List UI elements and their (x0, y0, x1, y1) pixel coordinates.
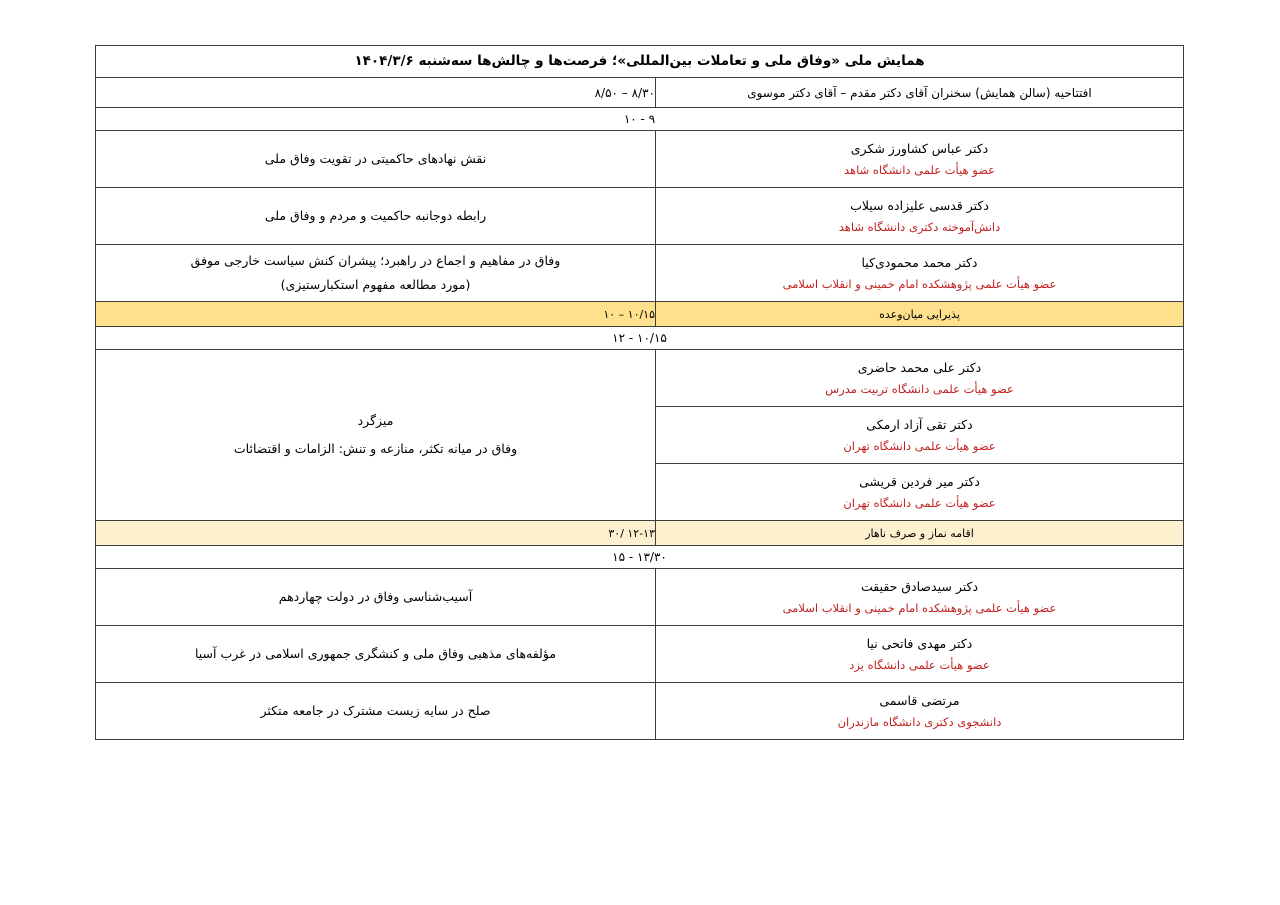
topic-title: رابطه دوجانبه حاکمیت و مردم و وفاق ملی (264, 208, 487, 224)
speaker-cell (656, 407, 1184, 464)
topic-title: آسیب‌شناسی وفاق در دولت چهاردهم (278, 589, 473, 605)
speaker-affiliation: عضو هیأت علمی پژوهشکده امام خمینی و انقلاب اسلامی (782, 600, 1057, 615)
topic-title: وفاق در مفاهیم و اجماع در راهبرد؛ پیشران کنش سیاست خارجی موفق (190, 253, 561, 269)
speaker-cell (656, 131, 1184, 188)
opening-time: ۸/۳۰ – ۸/۵۰ (96, 78, 656, 108)
speaker-name: دکتر قدسی علیزاده سیلاب (850, 197, 989, 213)
table-row (96, 626, 1184, 683)
topic-cell (96, 131, 656, 188)
speaker-cell (656, 626, 1184, 683)
speaker-affiliation: دانشجوی دکتری دانشگاه مازندران (837, 714, 1002, 729)
table-row (96, 188, 1184, 245)
speaker-cell (656, 464, 1184, 521)
schedule-title-row (96, 46, 1184, 78)
roundtable-topic-cell (96, 350, 656, 521)
speaker-cell (656, 569, 1184, 626)
speaker-name: دکتر سیدصادق حقیقت (860, 578, 979, 594)
opening-row (96, 78, 1184, 108)
speaker-affiliation: عضو هیأت علمی دانشگاه تهران (843, 495, 996, 510)
topic-cell (96, 188, 656, 245)
speaker-cell (656, 245, 1184, 302)
table-row (96, 350, 1184, 407)
topic-cell (96, 683, 656, 740)
speaker-name: دکتر تقی آزاد ارمکی (866, 416, 973, 432)
table-row (96, 245, 1184, 302)
topic-cell (96, 245, 656, 302)
break-row-morning (96, 302, 1184, 327)
break-time: ۱۰/۱۵ – ۱۰ (96, 302, 656, 327)
conference-schedule-table (95, 45, 1184, 740)
speaker-affiliation: دانش‌آموخته دکتری دانشگاه شاهد (838, 219, 1001, 234)
schedule-container (96, 45, 1184, 740)
speaker-name: دکتر علی محمد حاضری (857, 359, 982, 375)
roundtable-subtitle: وفاق در میانه تکثر، منازعه و تنش: الزامات و اقتضائات (233, 441, 518, 456)
topic-title: صلح در سایه زیست مشترک در جامعه متکثر (260, 703, 491, 719)
speaker-cell (656, 188, 1184, 245)
speaker-affiliation: عضو هیأت علمی دانشگاه شاهد (843, 162, 996, 177)
speaker-affiliation: عضو هیأت علمی پژوهشکده امام خمینی و انقلاب اسلامی (782, 276, 1057, 291)
session-time-label-3: ۱۳/۳۰ - ۱۵ (96, 546, 1184, 569)
topic-cell (96, 626, 656, 683)
session-time-label-1: ۹ - ۱۰ (96, 108, 1184, 131)
roundtable-title: میزگرد (357, 413, 394, 429)
topic-title: نقش نهادهای حاکمیتی در تقویت وفاق ملی (264, 151, 487, 167)
speaker-affiliation: عضو هیأت علمی دانشگاه تهران (843, 438, 996, 453)
speaker-name: دکتر محمد محمودی‌کیا (861, 254, 978, 270)
table-row (96, 569, 1184, 626)
speaker-cell (656, 350, 1184, 407)
speaker-name: دکتر مهدی فاتحی نیا (866, 635, 973, 651)
break-row-lunch (96, 521, 1184, 546)
speaker-cell (656, 683, 1184, 740)
table-row (96, 683, 1184, 740)
session-header-2 (96, 327, 1184, 350)
speaker-affiliation: عضو هیأت علمی دانشگاه تربیت مدرس (825, 381, 1014, 396)
speaker-name: دکتر عباس کشاورز شکری (850, 140, 989, 156)
page-title: همایش ملی «وفاق ملی و تعاملات بین‌المللی»؛ فرصت‌ها و چالش‌ها سه‌شنبه ۱۴۰۴/۳/۶ (96, 46, 1184, 78)
topic-title: مؤلفه‌های مذهبی وفاق ملی و کنشگری جمهوری اسلامی در غرب آسیا (194, 646, 557, 662)
session-header-3 (96, 546, 1184, 569)
break-time: ۱۲-۱۳ /۳۰ (96, 521, 656, 546)
topic-cell (96, 569, 656, 626)
session-header-1 (96, 108, 1184, 131)
break-description: پذیرایی میان‌وعده (656, 302, 1184, 327)
topic-subtitle: (مورد مطالعه مفهوم استکبارستیزی) (280, 277, 471, 292)
table-row (96, 131, 1184, 188)
break-description: اقامه نماز و صرف ناهار (656, 521, 1184, 546)
opening-description: افتتاحیه (سالن همایش) سخنران آقای دکتر مقدم – آقای دکتر موسوی (656, 78, 1184, 108)
session-time-label-2: ۱۰/۱۵ - ۱۲ (96, 327, 1184, 350)
speaker-affiliation: عضو هیأت علمی دانشگاه یزد (849, 657, 990, 672)
speaker-name: مرتضی قاسمی (879, 692, 960, 708)
speaker-name: دکتر میر فردین قریشی (859, 473, 980, 489)
